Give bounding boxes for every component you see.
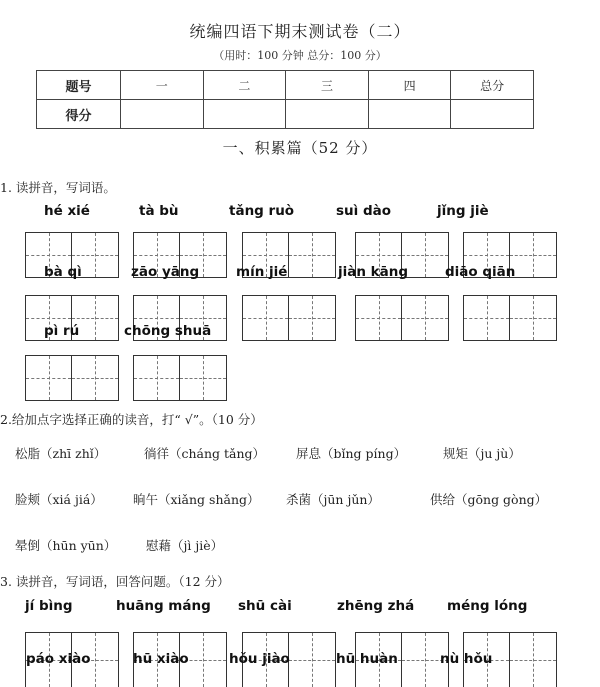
score-input-cell[interactable] <box>121 100 204 129</box>
score-table-cell: 总分 <box>451 71 534 100</box>
section-title: 一、积累篇（52 分） <box>222 139 378 157</box>
score-table-cell: 题号 <box>37 71 121 100</box>
writing-grid[interactable] <box>25 355 119 401</box>
pronunciation-option[interactable]: 慰藉（jì jiè） <box>146 538 224 553</box>
pinyin-label: nù hǒu <box>440 651 493 667</box>
pinyin-label: jiàn kāng <box>338 264 409 280</box>
pinyin-label: mín jié <box>236 264 288 280</box>
pinyin-label: shū cài <box>238 598 292 614</box>
score-table <box>36 70 534 129</box>
question-1-label: 1. 读拼音，写词语。 <box>0 180 116 195</box>
pronunciation-option[interactable]: 晕倒（hūn yūn） <box>15 538 117 553</box>
pronunciation-option[interactable]: 规矩（ju jù） <box>443 446 521 461</box>
pinyin-label: jí bìng <box>25 598 73 614</box>
pinyin-label: tǎng ruò <box>229 203 295 219</box>
score-input-cell[interactable] <box>286 100 369 129</box>
pinyin-label: bà qì <box>44 264 82 280</box>
question-2-label: 2.给加点字选择正确的读音，打“ √”。（10 分） <box>0 412 263 427</box>
score-table-header-row <box>37 71 534 100</box>
pinyin-label: hū xiào <box>133 651 189 667</box>
writing-grid[interactable] <box>355 295 449 341</box>
exam-title: 统编四语下期末测试卷（二） <box>189 22 411 41</box>
pinyin-label: suì dào <box>336 203 392 219</box>
question-3-label: 3. 读拼音，写词语，回答问题。（12 分） <box>0 574 230 589</box>
writing-grid[interactable] <box>242 295 336 341</box>
pinyin-label: diāo qiān <box>445 264 516 280</box>
pronunciation-option[interactable]: 晌午（xiǎng shǎng） <box>133 492 260 507</box>
pinyin-label: méng lóng <box>447 598 528 614</box>
score-table-cell: 四 <box>368 71 451 100</box>
writing-grid[interactable] <box>463 295 557 341</box>
score-table-cell: 三 <box>286 71 369 100</box>
pinyin-label: jǐng jiè <box>437 203 489 219</box>
pronunciation-option[interactable]: 松脂（zhī zhǐ） <box>15 446 107 461</box>
score-table-cell: 二 <box>203 71 286 100</box>
score-input-cell[interactable] <box>451 100 534 129</box>
pinyin-label: huāng máng <box>116 598 211 614</box>
pinyin-label: hū huàn <box>336 651 398 667</box>
score-input-cell[interactable] <box>368 100 451 129</box>
pronunciation-option[interactable]: 脸颊（xiá jiá） <box>15 492 103 507</box>
pronunciation-option[interactable]: 屏息（bǐng píng） <box>296 446 407 461</box>
pinyin-label: pì rú <box>44 323 80 339</box>
pinyin-label: hǒu jiào <box>229 651 290 667</box>
pronunciation-option[interactable]: 杀菌（jūn jǔn） <box>286 492 380 507</box>
writing-grid[interactable] <box>133 355 227 401</box>
pinyin-label: tà bù <box>139 203 179 219</box>
score-input-cell[interactable] <box>203 100 286 129</box>
pinyin-label: páo xiào <box>26 651 91 667</box>
pronunciation-option[interactable]: 供给（gōng gòng） <box>430 492 548 507</box>
pinyin-label: zāo yāng <box>131 264 200 280</box>
pronunciation-option[interactable]: 徜徉（cháng tǎng） <box>144 446 266 461</box>
score-table-cell: 得分 <box>37 100 121 129</box>
exam-subtitle: （用时：100 分钟 总分：100 分） <box>213 49 387 62</box>
pinyin-label: hé xié <box>44 203 90 219</box>
score-table-score-row <box>37 100 534 129</box>
score-table-cell: 一 <box>121 71 204 100</box>
pinyin-label: chōng shuā <box>124 323 212 339</box>
pinyin-label: zhēng zhá <box>337 598 415 614</box>
